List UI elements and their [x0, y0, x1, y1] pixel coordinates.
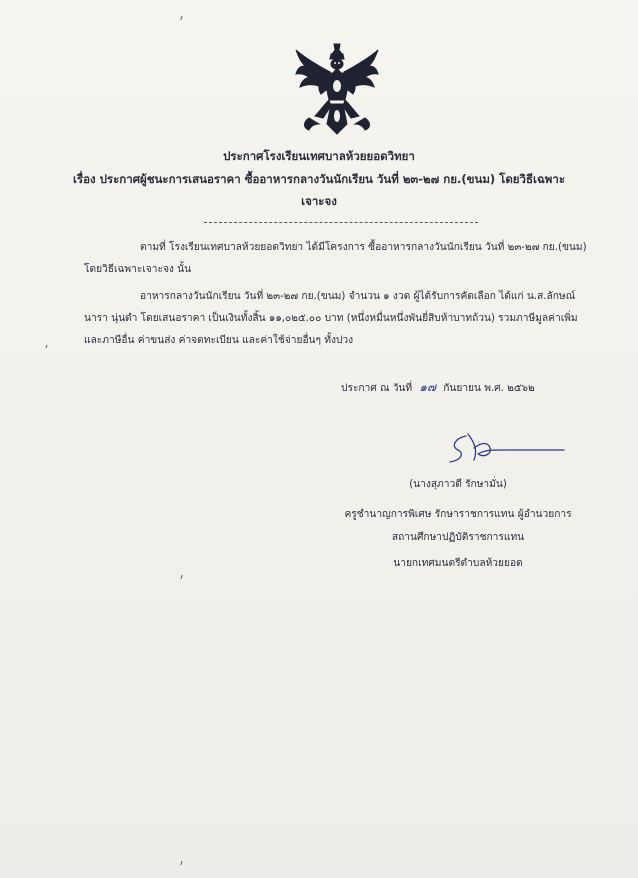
paragraph-2-line-3: และภาษีอื่น ค่าขนส่ง ค่าจดทะเบียน และค่าใช้จ่ายอื่นๆ ทั้งปวง — [84, 335, 354, 346]
signatory-name: (นางสุภาวดี รักษามั่น) — [409, 479, 507, 490]
paragraph-2-line-1: อาหารกลางวันนักเรียน วันที่ ๒๓-๒๗ กย.(ขนม) จำนวน ๑ งวด ผู้ได้รับการคัดเลือก ได้แก่ น.ส.ลักษณ์ — [140, 291, 576, 302]
garuda-emblem-icon — [293, 42, 381, 140]
date-day-handwritten: ๑๗ — [419, 380, 436, 394]
signatory-position-1: ครูชำนาญการพิเศษ รักษาราชการแทน ผู้อำนวยการ — [344, 509, 572, 520]
scan-speck — [180, 861, 182, 865]
handwritten-signature — [444, 428, 566, 468]
scan-speck — [180, 16, 182, 20]
document-subject-continued: เจาะจง — [301, 194, 337, 208]
separator-line — [204, 222, 478, 223]
signatory-position-3: นายกเทศมนตรีตำบลห้วยยอด — [393, 558, 523, 569]
announcement-date — [341, 378, 535, 397]
date-prefix: ประกาศ ณ วันที่ — [341, 383, 413, 394]
paragraph-1-line-2: โดยวิธีเฉพาะเจาะจง นั้น — [84, 264, 192, 275]
document-subject: เรื่อง ประกาศผู้ชนะการเสนอราคา ซื้ออาหารกลางวันนักเรียน วันที่ ๒๓-๒๗ กย.(ขนม) โดยวิธีเฉพาะ — [73, 172, 565, 186]
document-title: ประกาศโรงเรียนเทศบาลห้วยยอดวิทยา — [223, 149, 415, 163]
paragraph-1-line-1: ตามที่ โรงเรียนเทศบาลห้วยยอดวิทยา ได้มีโครงการ ซื้ออาหารกลางวันนักเรียน วันที่ ๒๓-๒๗ กย.(ขนม) — [140, 242, 587, 253]
signatory-position-2: สถานศึกษาปฏิบัติราชการแทน — [391, 532, 525, 543]
date-suffix: กันยายน พ.ศ. ๒๕๖๒ — [443, 383, 535, 394]
scan-speck — [46, 345, 48, 348]
scan-speck — [180, 575, 182, 579]
paragraph-2-line-2: นารา นุ่นดำ โดยเสนอราคา เป็นเงินทั้งสิ้น ๑๑,๐๒๕.๐๐ บาท (หนึ่งหมื่นหนึ่งพันยี่สิบห้าบาทถ้วน) รวมภาษีมูลค่าเพิ่ม — [84, 313, 578, 324]
